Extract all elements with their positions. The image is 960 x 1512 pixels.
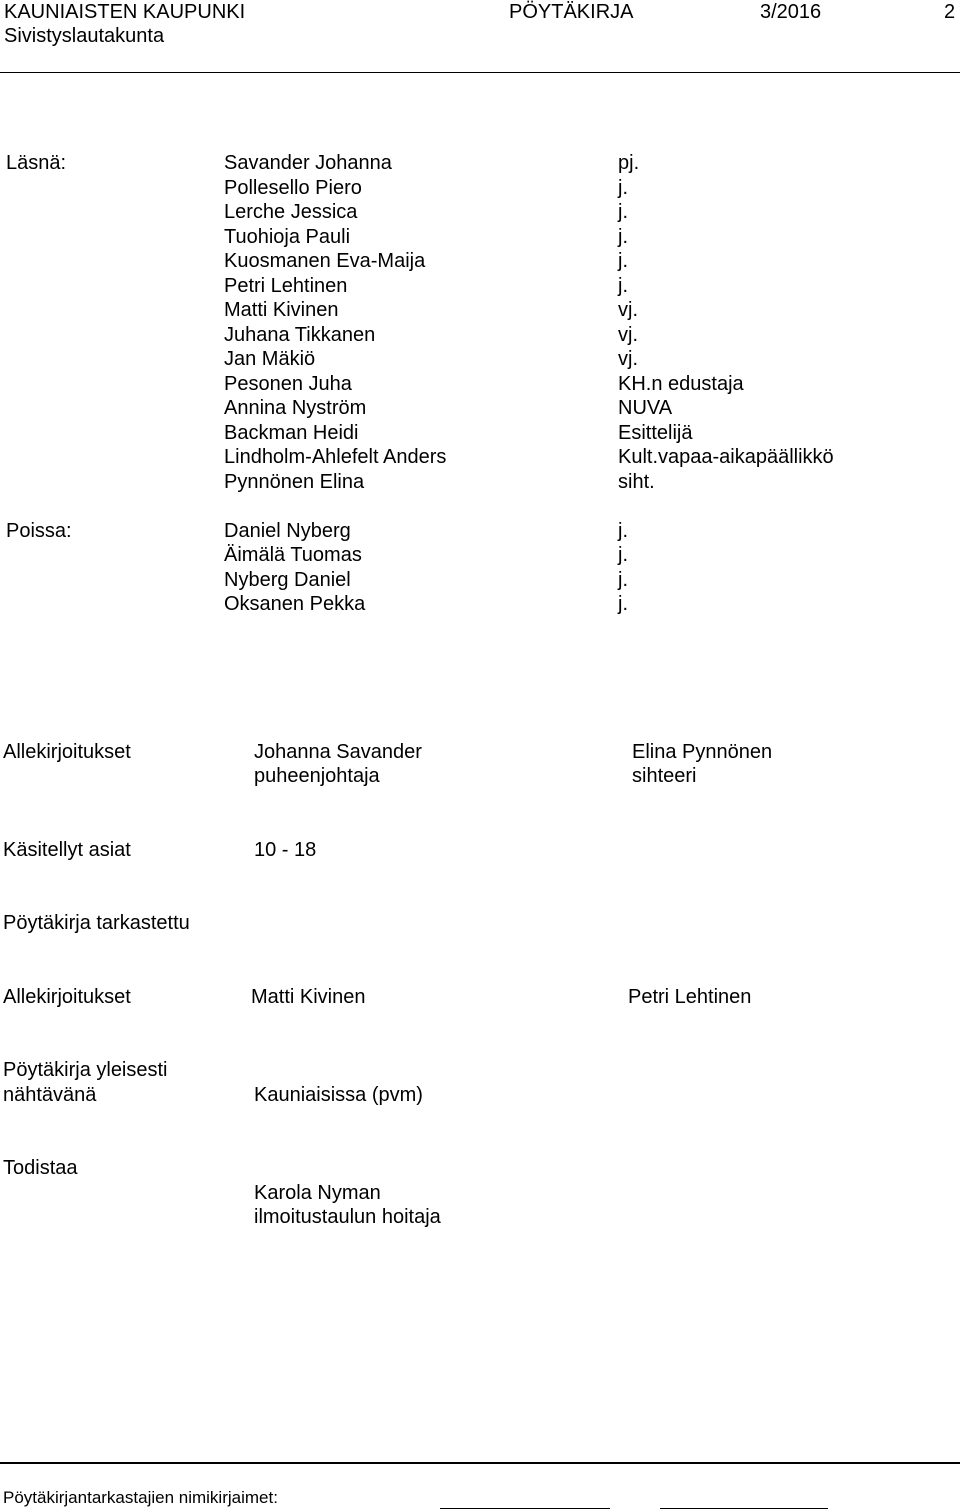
member-name: Pesonen Juha <box>224 372 352 395</box>
member-name: Matti Kivinen <box>224 299 339 321</box>
member-role: j. <box>618 250 628 272</box>
present-row <box>0 249 960 274</box>
certifier-title: ilmoitustaulun hoitaja <box>254 1206 441 1228</box>
initials-line-2 <box>660 1508 828 1509</box>
member-name: Pollesello Piero <box>224 176 362 199</box>
chair-name: Johanna Savander <box>254 741 422 763</box>
member-role: j. <box>618 544 628 566</box>
present-row <box>0 323 960 348</box>
public-display-label-line2: nähtävänä <box>3 1084 97 1106</box>
department-name: Sivistyslautakunta <box>4 25 165 47</box>
header-divider <box>0 72 960 73</box>
member-name: Kuosmanen Eva-Maija <box>224 250 426 272</box>
present-row <box>0 470 960 495</box>
member-role: Esittelijä <box>618 421 693 444</box>
initials-label: Pöytäkirjantarkastajien nimikirjaimet: <box>3 1488 278 1507</box>
absent-label: Poissa: <box>6 519 72 542</box>
member-role: KH.n edustaja <box>618 372 744 395</box>
member-name: Savander Johanna <box>224 152 392 174</box>
present-row <box>0 274 960 299</box>
public-display-value: Kauniaisissa (pvm) <box>254 1084 423 1106</box>
member-role: j. <box>618 568 628 591</box>
member-role: vj. <box>618 348 638 370</box>
page-number: 2 <box>944 1 956 23</box>
present-row <box>0 298 960 323</box>
member-role: j. <box>618 176 628 199</box>
roster-spacer <box>0 494 960 519</box>
chair-title: puheenjohtaja <box>254 765 380 787</box>
member-role: pj. <box>618 152 640 174</box>
present-label: Läsnä: <box>6 152 67 174</box>
present-row <box>0 347 960 372</box>
document-number: 3/2016 <box>760 1 822 23</box>
absent-row <box>0 543 960 568</box>
document-type: PÖYTÄKIRJA <box>509 1 634 23</box>
absent-row <box>0 568 960 593</box>
member-name: Lerche Jessica <box>224 201 358 223</box>
member-name: Oksanen Pekka <box>224 593 366 615</box>
certifier-name: Karola Nyman <box>254 1182 381 1204</box>
member-name: Petri Lehtinen <box>224 274 348 297</box>
items-value: 10 - 18 <box>254 839 317 861</box>
present-row <box>0 200 960 225</box>
footer-divider <box>0 1462 960 1464</box>
public-display-label-line1: Pöytäkirja yleisesti <box>3 1059 168 1081</box>
member-role: siht. <box>618 470 655 493</box>
secretary-name: Elina Pynnönen <box>632 741 773 763</box>
inspector-2-name: Petri Lehtinen <box>628 986 752 1008</box>
member-name: Daniel Nyberg <box>224 519 351 542</box>
member-role: j. <box>618 274 628 297</box>
member-name: Äimälä Tuomas <box>224 544 362 566</box>
present-row <box>0 372 960 397</box>
inspected-label: Pöytäkirja tarkastettu <box>3 912 190 934</box>
present-row <box>0 151 960 176</box>
member-name: Jan Mäkiö <box>224 348 316 370</box>
member-role: j. <box>618 225 628 248</box>
secretary-title: sihteeri <box>632 765 697 787</box>
member-role: j. <box>618 201 628 223</box>
member-role: j. <box>618 593 628 615</box>
member-role: j. <box>618 519 628 542</box>
member-role: vj. <box>618 323 638 346</box>
member-name: Juhana Tikkanen <box>224 323 376 346</box>
inspector-1-name: Matti Kivinen <box>251 986 366 1008</box>
present-row <box>0 225 960 250</box>
member-name: Lindholm-Ahlefelt Anders <box>224 446 447 468</box>
member-name: Backman Heidi <box>224 421 359 444</box>
absent-row <box>0 519 960 544</box>
organization-name: KAUNIAISTEN KAUPUNKI <box>4 1 246 23</box>
member-name: Annina Nyström <box>224 397 367 419</box>
present-row <box>0 176 960 201</box>
present-row <box>0 445 960 470</box>
items-label: Käsitellyt asiat <box>3 839 131 861</box>
present-row <box>0 396 960 421</box>
member-name: Tuohioja Pauli <box>224 225 351 248</box>
member-name: Nyberg Daniel <box>224 568 351 591</box>
inspector-signatures-label: Allekirjoitukset <box>3 986 131 1008</box>
member-role: Kult.vapaa-aikapäällikkö <box>618 446 834 468</box>
member-name: Pynnönen Elina <box>224 470 365 493</box>
initials-line-1 <box>440 1508 610 1509</box>
attendance-roster <box>0 151 960 617</box>
present-row <box>0 421 960 446</box>
absent-row <box>0 592 960 617</box>
member-role: vj. <box>618 299 638 321</box>
certify-label: Todistaa <box>3 1157 78 1179</box>
signatures-label: Allekirjoitukset <box>3 741 131 763</box>
member-role: NUVA <box>618 397 673 419</box>
